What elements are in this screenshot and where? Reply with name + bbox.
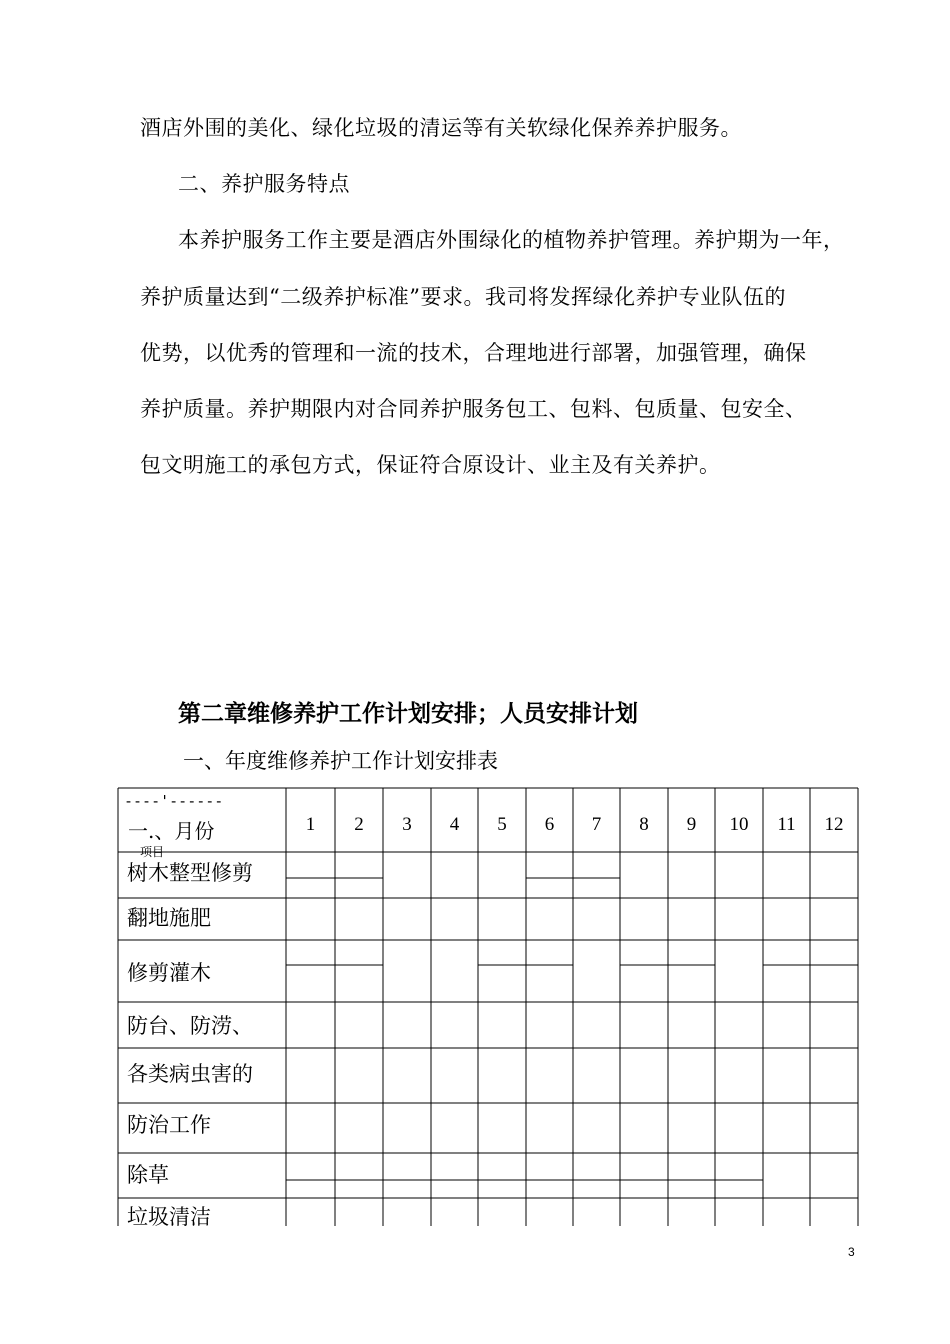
row-label-7: 除草 <box>127 1163 169 1187</box>
month-header-2: 2 <box>354 814 364 835</box>
row-label-3: 修剪灌木 <box>127 961 211 985</box>
month-header-1: 1 <box>305 814 316 835</box>
paragraph-line-4: 优势，以优秀的管理和一流的技术，合理地进行部署，加强管理，确保 <box>140 341 807 365</box>
paragraph-line-1: 酒店外围的美化、绿化垃圾的清运等有关软绿化保养养护服务。 <box>140 116 742 140</box>
row-label-2: 翻地施肥 <box>127 906 211 930</box>
row-label-6: 防治工作 <box>127 1113 211 1137</box>
paragraph-line-6: 包文明施工的承包方式，保证符合原设计、业主及有关养护。 <box>140 453 721 477</box>
header-diagonal-mark: ----'------ <box>124 792 224 810</box>
month-header-12: 12 <box>824 814 844 835</box>
month-header-7: 7 <box>591 814 602 835</box>
month-header-3: 3 <box>402 814 412 835</box>
page-number: 3 <box>848 1245 855 1259</box>
chapter-title: 第二章维修养护工作计划安排；人员安排计划 <box>178 701 638 727</box>
section-title: 一、年度维修养护工作计划安排表 <box>183 749 498 773</box>
section-heading-service-features: 二、养护服务特点 <box>178 172 350 196</box>
paragraph-line-3: 养护质量达到“二级养护标准”要求。我司将发挥绿化养护专业队伍的 <box>140 285 786 309</box>
month-header-10: 10 <box>729 814 749 835</box>
table-grid <box>118 788 858 1226</box>
month-header-5: 5 <box>497 814 507 835</box>
row-label-5: 各类病虫害的 <box>127 1062 253 1086</box>
row-label-8: 垃圾清洁 <box>127 1205 211 1229</box>
month-header-6: 6 <box>544 814 555 835</box>
paragraph-line-5: 养护质量。养护期限内对合同养护服务包工、包料、包质量、包安全、 <box>140 397 807 421</box>
row-label-1: 树木整型修剪 <box>127 861 253 885</box>
header-month-label: 一.、月份 <box>128 819 215 843</box>
paragraph-line-2: 本养护服务工作主要是酒店外围绿化的植物养护管理。养护期为一年， <box>178 228 845 252</box>
month-header-4: 4 <box>449 814 460 835</box>
row-label-4: 防台、防涝、 <box>127 1014 253 1038</box>
header-item-label: 项目 <box>140 845 165 859</box>
month-header-9: 9 <box>686 814 697 835</box>
month-header-8: 8 <box>639 814 649 835</box>
table-labels <box>124 792 844 1229</box>
month-header-11: 11 <box>777 814 796 835</box>
